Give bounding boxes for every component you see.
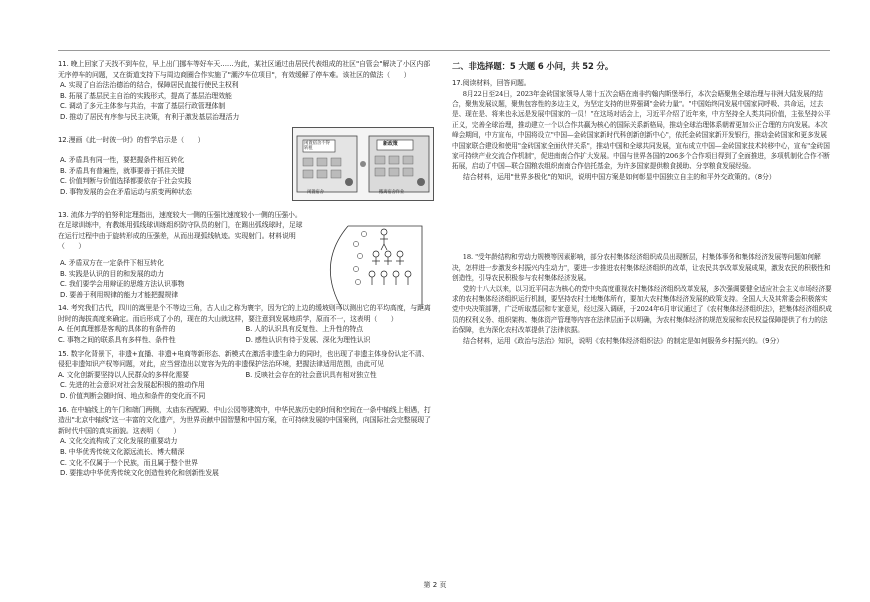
cartoon-caption-right: 搬离宿舍作业	[379, 189, 405, 195]
options-row-2	[58, 335, 433, 346]
option-d: D. 要善于利用规律的能力才能把握规律	[60, 290, 179, 299]
options-row-1	[58, 370, 433, 381]
question-stem: 14. 考究我们古代，四川的嵩里是个不等边三角，古人山之称为寰宇，因为它的上边的缓坡则可以测出它的平均高度，与距离时时的海拔高度来确定。而后形成了小的，现在的大山就这样，要注意到发展地质学，原而不一，这表明（ ）	[58, 304, 431, 323]
option-c: C. 文化不仅属于一个民族，而且属于整个世界	[60, 458, 198, 467]
question-stem: 16. 在中轴线上的午门和端门两侧，太庙东西配殿、中山公园等建筑中，中华民族历史的时间和空间在一条中轴线上相遇，打造出"北京中轴线"这一丰富的文化遗产，为世界贡献中国智慧和中国方案，在可持续发展的中国案例，向国际社会完整展现了新时代中国的真实面貌。这表明（ ）	[58, 405, 431, 435]
question-17	[452, 78, 832, 182]
question-stem: 12.漫画《此一时彼一时》的哲学启示是（ ）	[58, 135, 205, 144]
option-b: B. 矛盾具有普遍性，就事要善于抓住关键	[60, 166, 185, 175]
material-text-1: 18. "受年龄结构和劳动力规模等因素影响，部分农村集体经济组织成员出现断层，村集体事务和集体经济发展等问题如何解决，怎样进一步激发乡村振兴内生动力"，要进一步推进农村集体经济组织的改革，让农民共享改革发展成果，激发农民的积极性和创造性，引导农民积极参与农村集体经济发展。	[452, 253, 831, 283]
header-rule	[58, 50, 830, 51]
cartoon-left-text: 闲置宿舍不得转租	[304, 140, 330, 151]
question-13	[58, 210, 433, 301]
option-d: D. 价值判断会随时间、地点和条件的变化而不同	[60, 392, 206, 401]
option-b: B. 拓展了基层民主自治的实践形式，提高了基层治理效能	[60, 91, 232, 100]
option-b: B. 中华优秀传统文化源远流长、博大精深	[60, 448, 185, 456]
left-column	[58, 56, 433, 479]
option-c: C. 调动了多元主体参与共治，丰富了基层行政管理体制	[60, 102, 226, 111]
option-b: B. 反映社会存在的社会意识具有相对独立性	[245, 370, 377, 379]
right-column	[452, 56, 832, 346]
option-d: D. 要推动中华优秀传统文化创造性转化和创新性发展	[60, 469, 219, 478]
question-prompt: 结合材料，运用《政治与法治》知识，说明《农村集体经济组织法》的制定是如何服务乡村振兴的。（9分）	[463, 336, 784, 345]
option-c: C. 先进的社会意识对社会发展起积极的推动作用	[60, 381, 205, 390]
option-a: A. 文化交流构成了文化发展的重要动力	[60, 437, 178, 446]
option-a: A. 任何真理都是客观的具体的有条件的	[58, 325, 176, 334]
option-a: A. 矛盾具有同一性，要把握条件相互转化	[60, 156, 185, 165]
question-prompt: 结合材料，运用"世界多极化"的知识，说明中国方案是如何彰显中国独立自主的和平外交政策的。（8分）	[463, 172, 776, 181]
page-number: 第 2 页	[423, 581, 447, 589]
material-text-2: 党的十八大以来，以习近平同志为核心的党中央高度重视农村集体经济组织改革发展，多次强调要健全适应社会主义市场经济要求的农村集体经济组织运行机制，要坚持农村土地集体所有，要加大农村集体经济发展的政策支持。全国人大及其常委会积极落实党中央决策部署，广泛听取基层和专家意见，经过深入调研，于2024年6月审议通过了《农村集体经济组织法》，把集体经济组织成员的权利义务、组织架构、集体资产管理等内容在法律层面予以明确，为农村集体经济的规范发展和农民权益保障提供了有力的法治保障，也为深化农村改革提供了法律依据。	[452, 284, 832, 335]
question-15	[58, 349, 433, 402]
cartoon-image	[292, 127, 434, 201]
material-text: 8月22日至24日，2023年金砖国家领导人第十五次会晤在南非约翰内斯堡举行，本次会晤聚焦全球治理与非洲大陆发展的结合，聚焦发展议题，聚焦包容性的多边主义，为坚定支持的世界强调"金砖力量"。"中国始终同发展中国家同呼吸、共命运，过去是、现在是、将来也永远是发展中国家的一员！"在这场对话会上，习近平介绍了近年来，中方坚持全人类共同价值，主张坚持公平正义，完善全球治理，推动建立一个以合作共赢为核心的国际关系新格局，推动全球治理体系朝着更加公正合理的方向发展。本次峰会期间，中方宣布，中国将设立"中国—金砖国家新时代科创新创新中心"，依托金砖国家新开发银行，推动金砖国家和更多发展中国家联合建设和使用"金砖国家全面伙伴关系"，推动中国和全球共同发展，宣布成立中国—金砖国家技术转移中心，宣布"金砖国家可持续产业交流合作机制"，促进南南合作扩大发展。中国与世界各国的206多个合作项目得到了全面推进，多项机制化合作不断拓展，启动了中国—联合国粮农组织南南合作信托基金，为许多国家提供粮食援助、分享粮食发展经验。	[452, 89, 831, 171]
options-row-1	[58, 324, 433, 335]
option-d: D. 推动了居民有序参与民主决策，有利于激发基层治理活力	[60, 112, 240, 121]
option-c: C. 事物之间的联系具有多样性、条件性	[58, 336, 176, 345]
option-a: A. 实现了自治法治德治的结合，保障居民直接行使民主权利	[60, 81, 239, 90]
option-a: A. 矛盾双方在一定条件下相互转化	[60, 258, 164, 267]
question-label: 17.阅读材料，回答问题。	[452, 79, 531, 87]
question-18	[452, 252, 832, 346]
question-stem: 13. 流体力学的伯努利定理指出，速度较大一侧的压强比速度较小一侧的压强小。在足球训练中，有教练用弧线球训练组织防守队员的射门，在踢出弧线球时，足球在运行过程中由于旋转形成的压强差，从而出现弧线轨迹。实现射门。材料说明（ ）	[58, 210, 303, 251]
cartoon-caption-left: 闲置宿舍	[307, 189, 324, 195]
question-16	[58, 405, 433, 479]
option-d: D. 感性认识有待于发展、深化为理性认识	[245, 336, 371, 345]
question-12	[58, 135, 433, 198]
option-d: D. 事物发展的会在矛盾运动与质变两种状态	[60, 187, 192, 196]
football-diagram	[322, 214, 426, 314]
option-b: B. 人的认识具有反复性、上升性的特点	[245, 325, 363, 334]
option-a: A. 文化创新要坚持以人民群众的多样化需要	[58, 370, 189, 379]
option-c: C. 我们要学会用辩证的思维方法认识事物	[60, 280, 185, 289]
question-stem: 11. 晚上回家了天找不到车位，早上出门挪车等好车天……为此，某社区通过由居民代表组成的社区"自管会"解决了小区内部无序停车的问题，又在街道支持下与周边商圈合作实施了"潮汐车位项目"，有效缓解了停车难。该社区的做法（ ）	[58, 60, 430, 79]
answer-space	[452, 182, 832, 252]
section-title: 二、非选择题：5 大题 6 小问，共 52 分。	[452, 61, 614, 71]
question-11	[58, 59, 433, 123]
question-stem: 15. 数字化背景下，非遗+直播、非遗+电商等新形态、新模式在激活非遗生命力的同时，也出现了非遗主体身份认定不清、侵犯非遗知识产权等问题，对此，应当营造出以宽容为先的非遗保护法治环境，把握法律适用范围，由此可见	[58, 349, 429, 369]
cartoon-right-text: 新政策	[383, 140, 398, 147]
option-c: C. 价值判断与价值选择都要依存于社会实践	[60, 177, 192, 186]
option-b: B. 实践是认识的目的和发展的动力	[60, 269, 164, 278]
